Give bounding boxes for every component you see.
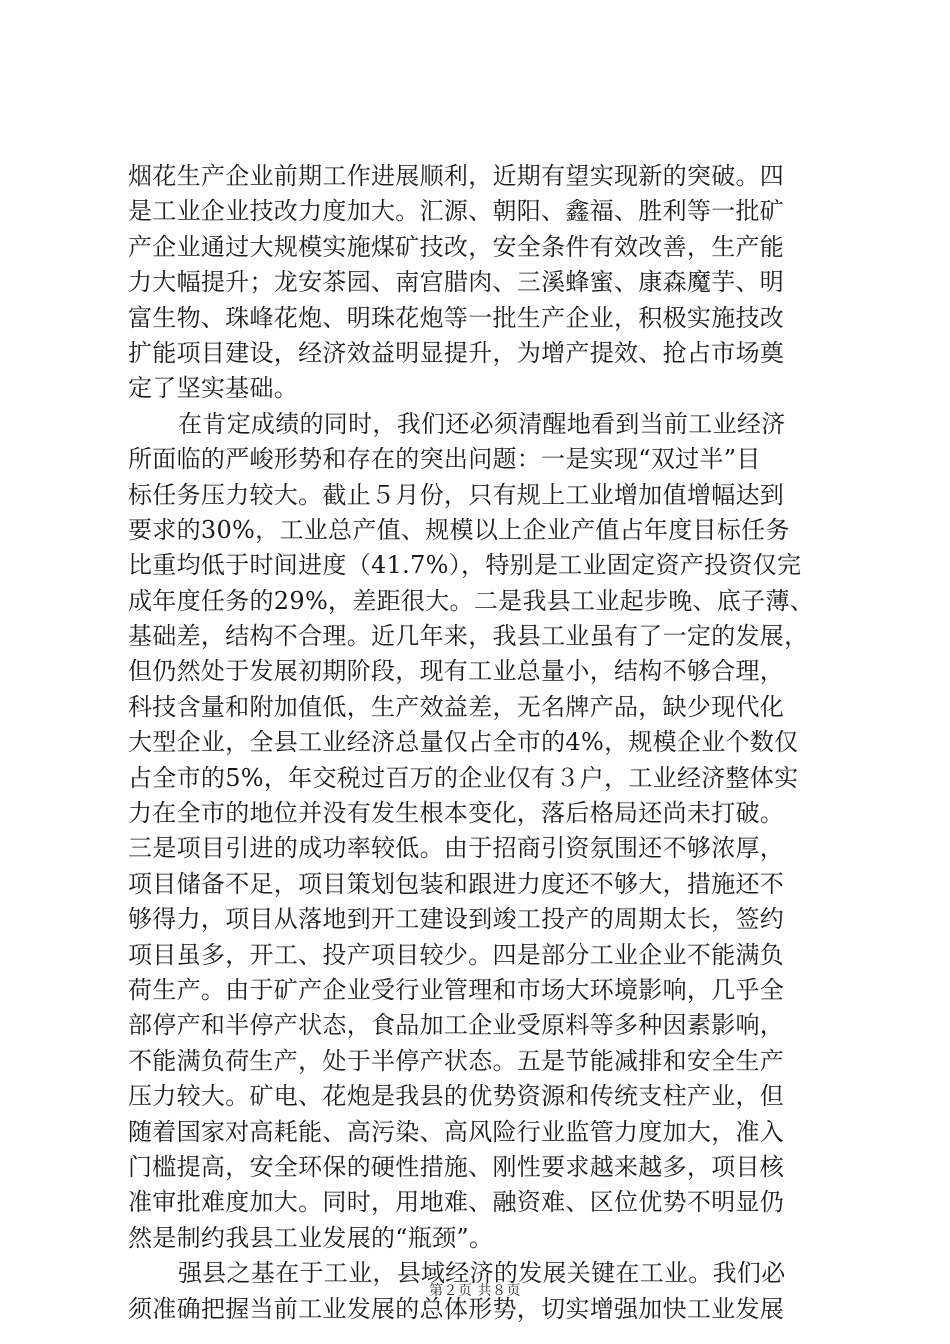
text-line: 占全市的5%，年交税过百万的企业仅有３户，工业经济整体实	[128, 763, 799, 792]
text-line: 须准确把握当前工业发展的总体形势，切实增强加快工业发展	[128, 1294, 785, 1323]
page-footer: 第２页 共８页	[429, 1283, 521, 1299]
text-line: 力大幅提升；龙安茶园、南宫腊肉、三溪蜂蜜、康森魔芋、明	[128, 268, 785, 297]
text-line: 项目储备不足，项目策划包装和跟进力度还不够大，措施还不	[128, 869, 785, 898]
text-line: 标任务压力较大。截止５月份，只有规上工业增加值增幅达到	[128, 480, 785, 509]
body-text	[128, 159, 828, 1327]
text-line: 门槛提高，安全环保的硬性措施、刚性要求越来越多，项目核	[128, 1152, 785, 1181]
text-line: 项目虽多，开工、投产项目较少。四是部分工业企业不能满负	[128, 940, 785, 969]
text-line: 随着国家对高耗能、高污染、高风险行业监管力度加大，准入	[128, 1117, 785, 1146]
text-line: 准审批难度加大。同时，用地难、融资难、区位优势不明显仍	[128, 1188, 785, 1217]
text-line: 基础差，结构不合理。近几年来，我县工业虽有了一定的发展，	[128, 622, 809, 651]
text-line: 比重均低于时间进度（41.7%），特别是工业固定资产投资仅完	[128, 551, 802, 580]
text-line: 不能满负荷生产，处于半停产状态。五是节能减排和安全生产	[128, 1046, 785, 1075]
text-line: 然是制约我县工业发展的“瓶颈”。	[128, 1223, 494, 1252]
text-line: 定了坚实基础。	[128, 374, 299, 403]
text-line: 产企业通过大规模实施煤矿技改，安全条件有效改善，生产能	[128, 232, 785, 261]
text-line: 够得力，项目从落地到开工建设到竣工投产的周期太长，签约	[128, 905, 785, 934]
text-line: 科技含量和附加值低，生产效益差，无名牌产品，缺少现代化	[128, 692, 785, 721]
text-line: 部停产和半停产状态，食品加工企业受原料等多种因素影响，	[128, 1011, 785, 1040]
text-line: 三是项目引进的成功率较低。由于招商引资氛围还不够浓厚，	[128, 834, 785, 863]
text-line: 压力较大。矿电、花炮是我县的优势资源和传统支柱产业，但	[128, 1082, 785, 1111]
text-line: 成年度任务的29%，差距很大。二是我县工业起步晚、底子薄、	[128, 586, 815, 615]
text-line: 所面临的严峻形势和存在的突出问题：一是实现“双过半”目	[128, 445, 761, 474]
text-line: 大型企业，全县工业经济总量仅占全市的4%，规模企业个数仅	[128, 728, 799, 757]
text-line: 要求的30%，工业总产值、规模以上企业产值占年度目标任务	[128, 515, 790, 544]
text-line: 扩能项目建设，经济效益明显提升，为增产提效、抢占市场奠	[128, 338, 785, 367]
paragraph-first-line: 强县之基在于工业，县域经济的发展关键在工业。我们必	[178, 1259, 786, 1288]
text-line: 烟花生产企业前期工作进展顺利，近期有望实现新的突破。四	[128, 162, 785, 190]
text-line: 荷生产。由于矿产企业受行业管理和市场大环境影响，几乎全	[128, 975, 785, 1004]
text-line: 富生物、珠峰花炮、明珠花炮等一批生产企业，积极实施技改	[128, 303, 785, 332]
text-line: 但仍然处于发展初期阶段，现有工业总量小，结构不够合理，	[128, 657, 785, 686]
paragraph-first-line: 在肯定成绩的同时，我们还必须清醒地看到当前工业经济	[178, 409, 786, 438]
text-line: 是工业企业技改力度加大。汇源、朝阳、鑫福、胜利等一批矿	[128, 197, 785, 226]
text-line: 力在全市的地位并没有发生根本变化，落后格局还尚未打破。	[128, 799, 785, 828]
